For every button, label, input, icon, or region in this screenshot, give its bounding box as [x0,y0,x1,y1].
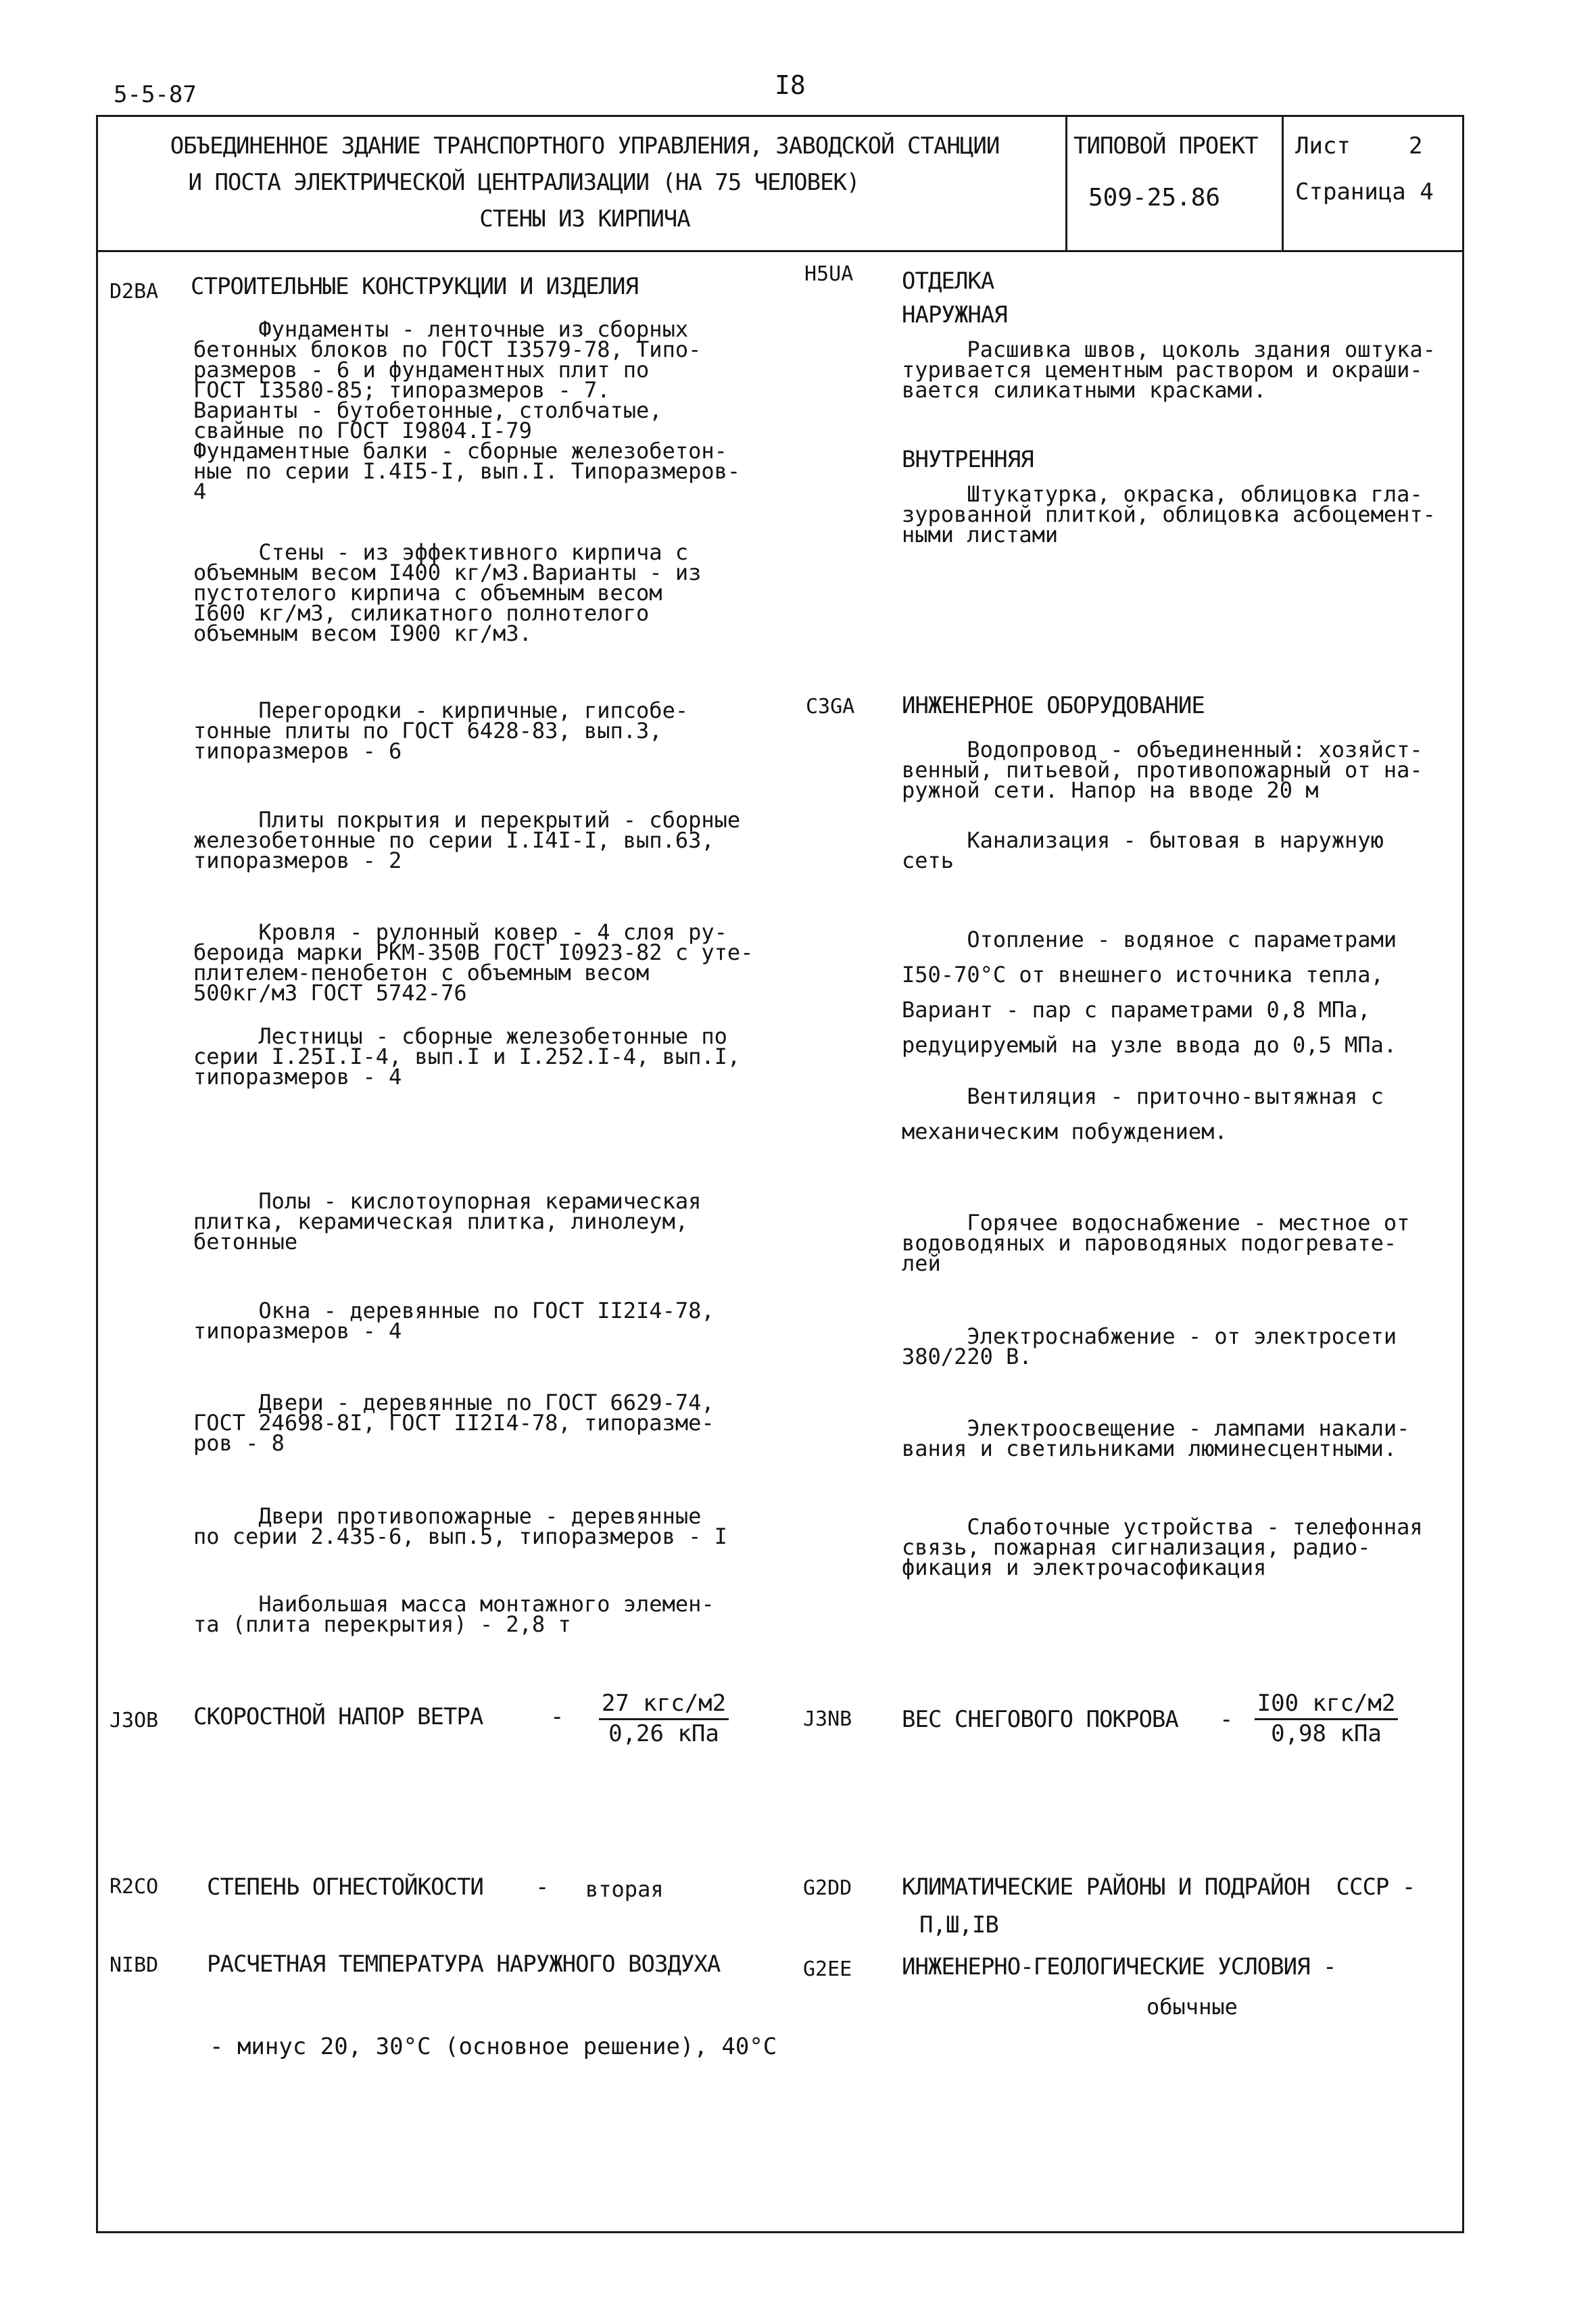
water-supply-text: Водопровод - объединенный: хозяйст- венный, питьевой, противопожарный от на- ружной сети. Напор на вводе 20 м [902,737,1423,803]
geology-label: ИНЖЕНЕРНО-ГЕОЛОГИЧЕСКИЕ УСЛОВИЯ - [902,1953,1336,1980]
title-line-2: И ПОСТА ЭЛЕКТРИЧЕСКОЙ ЦЕНТРАЛИЗАЦИИ (НА 75 ЧЕЛОВЕК) [188,169,860,196]
foundations-paragraph: Фундаменты - ленточные из сборных бетонных блоков по ГОСТ I3579-78, Типо- размеров - 6 и фундаментных плит по ГОСТ I3580-85; типоразмеров - 7. Варианты - бутобетонные, столбчатые, свайные по ГОСТ I9804.I-79 Фундаментные балки - сборные железобетон- ные по серии I.4I5-I, вып.I. Типоразмеров- 4 [193,316,741,504]
document-date: 5-5-87 [114,81,197,108]
wind-dash: - [550,1703,564,1730]
interior-heading: ВНУТРЕННЯЯ [902,446,1034,473]
interior-finish-text: Штукатурка, окраска, облицовка гла- зурованной плиткой, облицовка асбоцемент- ными листами [902,481,1436,547]
project-label: ТИПОВОЙ ПРОЕКТ [1073,132,1258,160]
sheet-label: Лист [1295,132,1351,160]
project-number: 509-25.86 [1088,184,1221,212]
geology-value: обычные [1146,1994,1238,2020]
climate-label: КЛИМАТИЧЕСКИЕ РАЙОНЫ И ПОДРАЙОН СССР - [902,1874,1416,1901]
title-line-3: СТЕНЫ ИЗ КИРПИЧА [479,205,690,233]
fire-resistance-value: вторая [585,1876,664,1902]
low-current-text: Слаботочные устройства - телефонная связь, пожарная сигнализация, радио- фикация и электрочасофикация [902,1514,1423,1580]
finish-heading: ОТДЕЛКА [902,268,994,295]
wind-value [583,1690,745,1747]
snow-value [1245,1690,1407,1747]
geology-code: G2EE [803,1957,852,1981]
wind-code: J3OB [110,1709,159,1732]
lighting-text: Электроосвещение - лампами накали- вания и светильниками люминесцентными. [902,1415,1410,1461]
hot-water-text: Горячее водоснабжение - местное от водоводяных и пароводяных подогревате- лей [902,1210,1410,1276]
fire-resistance-dash: - [535,1874,549,1901]
max-mass-paragraph: Наибольшая масса монтажного элемен- та (плита перекрытия) - 2,8 т [193,1591,715,1637]
heating-text: Отопление - водяное с параметрами I50-70°С от внешнего источника тепла, Вариант - пар с параметрами 0,8 МПа, редуцируемый на узле ввода до 0,5 МПа. [902,927,1397,1058]
sheet-number: 2 [1409,132,1423,160]
temperature-value: - минус 20, 30°С (основное решение), 40°С [210,2033,777,2060]
title-block-sep-1 [1065,115,1067,252]
title-line-1: ОБЪЕДИНЕННОЕ ЗДАНИЕ ТРАНСПОРТНОГО УПРАВЛЕНИЯ, ЗАВОДСКОЙ СТАНЦИИ [170,132,1000,160]
exterior-heading: НАРУЖНАЯ [902,301,1007,328]
walls-paragraph: Стены - из эффективного кирпича с объемным весом I400 кг/м3.Варианты - из пустотелого кирпича с объемным весом I600 кг/м3, силикатного полнотелого объемным весом I900 кг/м3. [193,539,702,646]
wind-value-denominator: 0,26 кПа [608,1720,719,1747]
floors-paragraph: Полы - кислотоупорная керамическая плитка, керамическая плитка, линолеум, бетонные [193,1188,702,1254]
windows-paragraph: Окна - деревянные по ГОСТ II2I4-78, типоразмеров - 4 [193,1298,715,1344]
constructions-heading: СТРОИТЕЛЬНЫЕ КОНСТРУКЦИИ И ИЗДЕЛИЯ [191,273,638,300]
snow-code: J3NB [803,1707,852,1731]
exterior-finish-text: Расшивка швов, цоколь здания оштука- туривается цементным раствором и окраши- вается силикатными красками. [902,337,1436,403]
page-label: Страница 4 [1295,178,1434,205]
power-supply-text: Электроснабжение - от электросети 380/220 В. [902,1323,1397,1369]
climate-value: П,Ш,IВ [919,1911,998,1939]
fire-resistance-label: СТЕПЕНЬ ОГНЕСТОЙКОСТИ [207,1874,483,1901]
temperature-code: NIBD [110,1953,159,1977]
fire-resistance-code: R2CO [110,1875,159,1899]
section-code-finish: H5UA [804,262,854,286]
page-number: I8 [775,70,806,100]
partitions-paragraph: Перегородки - кирпичные, гипсобе- тонные плиты по ГОСТ 6428-83, вып.3, типоразмеров - 6 [193,698,689,764]
temperature-label: РАСЧЕТНАЯ ТЕМПЕРАТУРА НАРУЖНОГО ВОЗДУХА [207,1951,721,1978]
fire-doors-paragraph: Двери противопожарные - деревянные по серии 2.435-6, вып.5, типоразмеров - I [193,1503,727,1549]
title-block-divider [96,250,1462,252]
engineering-heading: ИНЖЕНЕРНОЕ ОБОРУДОВАНИЕ [902,692,1205,719]
slabs-paragraph: Плиты покрытия и перекрытий - сборные железобетонные по серии I.I4I-I, вып.63, типоразмеров - 2 [193,807,741,873]
roof-paragraph: Кровля - рулонный ковер - 4 слоя ру- бероида марки РКМ-350В ГОСТ I0923-82 с уте- плителем-пенобетон с объемным весом 500кг/м3 ГОСТ 5742-76 [193,919,754,1006]
climate-code: G2DD [803,1876,852,1900]
sewerage-text: Канализация - бытовая в наружную сеть [902,827,1384,873]
doors-paragraph: Двери - деревянные по ГОСТ 6629-74, ГОСТ 24698-8I, ГОСТ II2I4-78, типоразме- ров - 8 [193,1390,715,1456]
wind-label: СКОРОСТНОЙ НАПОР ВЕТРА [193,1703,483,1730]
snow-label: ВЕС СНЕГОВОГО ПОКРОВА [902,1706,1178,1733]
section-code-engineering: C3GA [806,695,855,718]
ventilation-text: Вентиляция - приточно-вытяжная с механическим побуждением. [902,1083,1384,1144]
snow-dash: - [1219,1706,1233,1733]
wind-value-numerator: 27 кгс/м2 [599,1690,729,1720]
section-code-constructions: D2BA [110,280,159,303]
snow-value-numerator: I00 кгс/м2 [1255,1690,1399,1720]
stairs-paragraph: Лестницы - сборные железобетонные по серии I.25I.I-4, вып.I и I.252.I-4, вып.I, типоразмеров - 4 [193,1023,741,1090]
snow-value-denominator: 0,98 кПа [1271,1720,1382,1747]
title-block-sep-2 [1282,115,1284,252]
